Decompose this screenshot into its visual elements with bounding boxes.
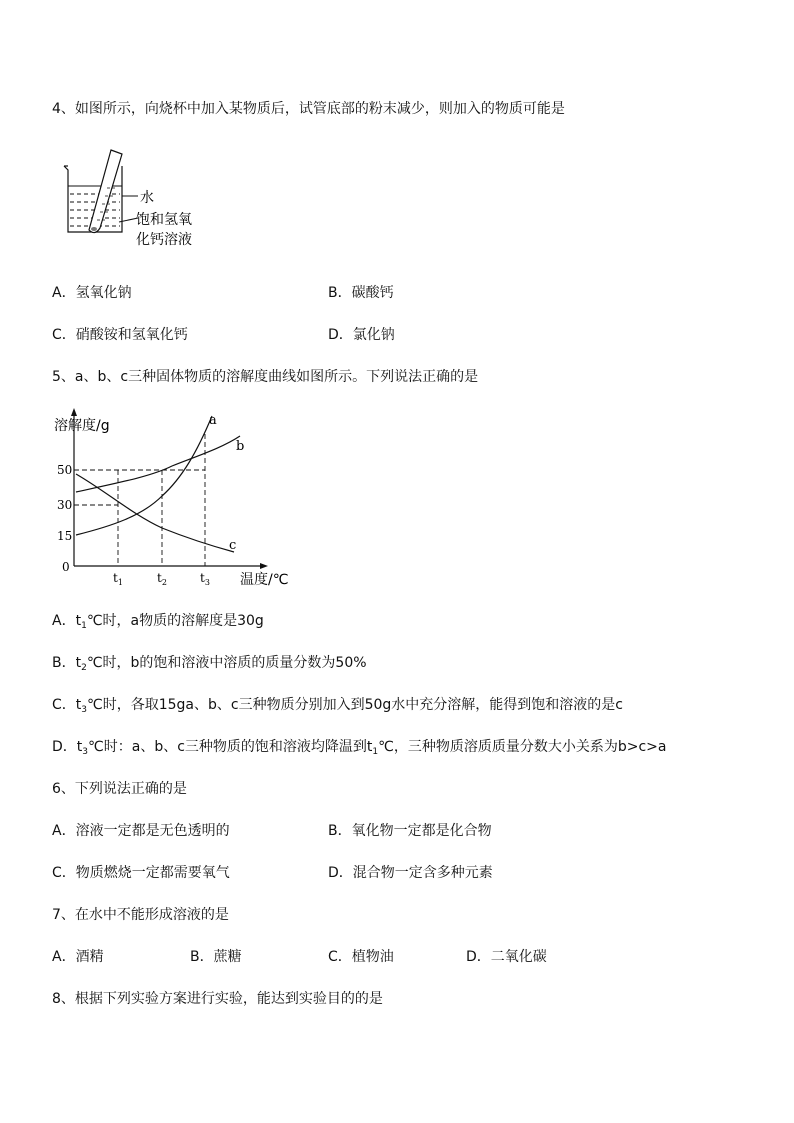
y-tick-50: 50 — [57, 463, 73, 477]
y-axis-label: 溶解度/g — [54, 418, 110, 434]
q6-option-d[interactable]: D．混合物一定含多种元素 — [328, 865, 493, 881]
series-label-a: a — [209, 413, 217, 428]
q7-option-b[interactable]: B．蔗糖 — [190, 949, 242, 965]
q4-option-b[interactable]: B．碳酸钙 — [328, 285, 394, 301]
beaker-figure — [56, 144, 206, 252]
q4-option-a[interactable]: A．氢氧化钠 — [52, 285, 132, 301]
q4-stem: 4、如图所示，向烧杯中加入某物质后，试管底部的粉末减少，则加入的物质可能是 — [52, 101, 565, 117]
x-tick-t2: $t_2$ — [157, 571, 167, 587]
q7-option-d[interactable]: D．二氧化碳 — [466, 949, 547, 965]
curve-b — [76, 436, 240, 492]
q5-option-d[interactable]: D．$t_3℃$时：a、b、c三种物质的饱和溶液均降温到$t_1℃$，三种物质溶质质量分数大小关系为b>c>a — [52, 739, 667, 757]
q7-option-c[interactable]: C．植物油 — [328, 949, 394, 965]
q4-option-c[interactable]: C．硝酸铵和氢氧化钙 — [52, 327, 188, 343]
label-water: 水 — [140, 190, 154, 206]
solubility-chart — [52, 404, 312, 594]
q7-stem: 7、在水中不能形成溶液的是 — [52, 907, 229, 923]
q8-stem: 8、根据下列实验方案进行实验，能达到实验目的的是 — [52, 991, 383, 1007]
q6-stem: 6、下列说法正确的是 — [52, 781, 187, 797]
q6-option-c[interactable]: C．物质燃烧一定都需要氧气 — [52, 865, 230, 881]
x-tick-t1: $t_1$ — [113, 571, 123, 587]
x-axis-label: 温度/℃ — [240, 572, 289, 588]
q6-option-b[interactable]: B．氧化物一定都是化合物 — [328, 823, 492, 839]
series-label-c: c — [229, 538, 237, 553]
y-tick-0: 0 — [62, 560, 70, 574]
y-tick-30: 30 — [57, 498, 73, 512]
x-tick-t3: $t_3$ — [200, 571, 210, 587]
q5-stem: 5、a、b、c三种固体物质的溶解度曲线如图所示。下列说法正确的是 — [52, 369, 479, 385]
label-solution-2: 化钙溶液 — [136, 232, 192, 248]
q4-option-d[interactable]: D．氯化钠 — [328, 327, 395, 343]
label-solution-1: 饱和氢氧 — [136, 212, 192, 228]
y-tick-15: 15 — [57, 529, 73, 543]
series-label-b: b — [236, 439, 245, 454]
q6-option-a[interactable]: A．溶液一定都是无色透明的 — [52, 823, 230, 839]
q5-option-c[interactable]: C．$t_3℃$时，各取15ga、b、c三种物质分别加入到50g水中充分溶解，能得到饱和溶液的是c — [52, 697, 623, 715]
q5-option-b[interactable]: B．$t_2℃$时，b的饱和溶液中溶质的质量分数为50% — [52, 655, 367, 673]
q5-option-a[interactable]: A．$t_1℃$时，a物质的溶解度是30g — [52, 613, 264, 631]
curve-c — [76, 474, 237, 553]
q7-option-a[interactable]: A．酒精 — [52, 949, 104, 965]
